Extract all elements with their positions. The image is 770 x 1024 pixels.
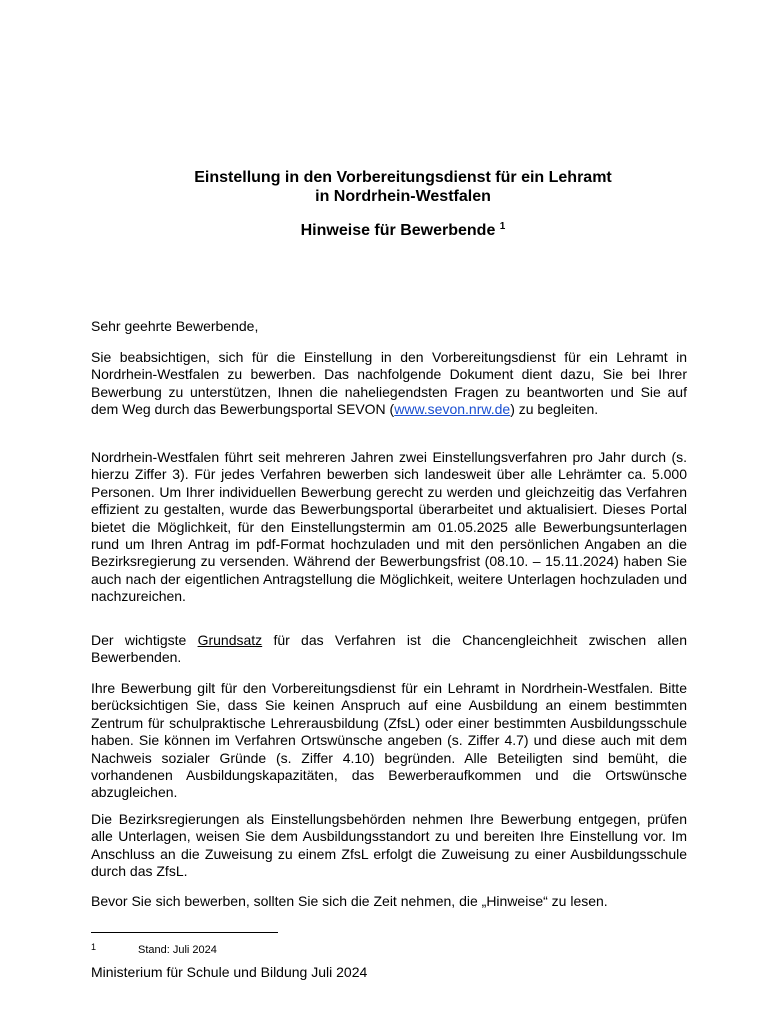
footnote-reference[interactable]: 1 bbox=[499, 221, 506, 232]
principle-underlined-word: Grundsatz bbox=[197, 632, 263, 648]
paragraph-closing bbox=[91, 893, 687, 910]
document-subtitle bbox=[0, 221, 770, 240]
paragraph-intro-text-end: ) zu begleiten. bbox=[510, 401, 599, 418]
paragraph-district-governments-text: Die Bezirksregierungen als Einstellungsbehörden nehmen Ihre Bewerbung entgegen, prüfen alle Unterlagen, weisen Sie dem Ausbildungsstandort zu und bereiten Ihre Einstellung vor. Im Anschluss an die Zuweisung zu einem ZfsL erfolgt die Zuweisung zu einer Ausbildungsschule durch das ZfsL. bbox=[91, 811, 687, 880]
footnote bbox=[91, 940, 217, 957]
title-line-1: Einstellung in den Vorbereitungsdienst für ein Lehramt bbox=[194, 169, 612, 186]
paragraph-intro-text: Sie beabsichtigen, sich für die Einstellung in den Vorbereitungsdienst für ein Lehramt in Nordrhein-Westfalen zu bewerben. Das nachfolgende Dokument dient dazu, Sie bei Ihrer Bewerbung zu unterstützen, Ihnen die naheliegendsten Fragen zu beantworten und Sie auf dem Weg durch das Bewerbungsportal SEVON ( bbox=[91, 349, 687, 418]
paragraph-principle bbox=[91, 632, 687, 667]
paragraph-procedure-text: Nordrhein-Westfalen führt seit mehreren Jahren zwei Einstellungsverfahren pro Jahr durch (s. hierzu Ziffer 3). Für jedes Verfahren bewerben sich landesweit über alle Lehrämter ca. 5.000 Personen. Um Ihrer individuellen Bewerbung gerecht zu werden und gleichzeitig das Verfahren effizient zu gestalten, wurde das Bewerbungsportal überarbeitet und aktualisiert. Dieses Portal bietet die Möglichkeit, für den Einstellungstermin am 01.05.2025 alle Bewerbungsunterlagen rund um Ihren Antrag im pdf-Format hochzuladen und mit den persönlichen Angaben an die Bezirksregierung zu versenden. Während der Bewerbungsfrist (08.10. – 15.11.2024) haben Sie auch nach der eigentlichen Antragstellung die Möglichkeit, weitere Unterlagen hochzuladen und nachzureichen. bbox=[91, 449, 687, 605]
salutation-text: Sehr geehrte Bewerbende, bbox=[91, 318, 259, 334]
footnote-divider bbox=[91, 932, 278, 933]
paragraph-procedure bbox=[91, 449, 687, 606]
title-line-2: in Nordrhein-Westfalen bbox=[315, 188, 491, 205]
paragraph-principle-text-end: für das Verfahren ist die Chancengleichheit zwischen allen Bewerbenden. bbox=[91, 632, 687, 666]
paragraph-principle-text: Der wichtigste bbox=[91, 632, 198, 648]
footer-text: Ministerium für Schule und Bildung Juli 2024 bbox=[91, 964, 368, 980]
subtitle-text: Hinweise für Bewerbende bbox=[300, 222, 496, 239]
paragraph-intro bbox=[91, 349, 687, 419]
paragraph-district-governments bbox=[91, 811, 687, 881]
document-title bbox=[0, 168, 770, 206]
page-footer bbox=[91, 964, 367, 981]
sevon-link[interactable]: www.sevon.nrw.de bbox=[394, 401, 511, 418]
paragraph-closing-text: Bevor Sie sich bewerben, sollten Sie sich die Zeit nehmen, die „Hinweise“ zu lesen. bbox=[91, 893, 608, 909]
salutation bbox=[91, 318, 687, 335]
footnote-number: 1 bbox=[91, 942, 97, 952]
paragraph-application-scope-text: Ihre Bewerbung gilt für den Vorbereitungsdienst für ein Lehramt in Nordrhein-Westfalen. Bitte berücksichtigen Sie, dass Sie keinen Anspruch auf eine Ausbildung an einem bestimmten Zentrum für schulpraktische Lehrerausbildung (ZfsL) oder einer bestimmten Ausbildungsschule haben. Sie können im Verfahren Ortswünsche angeben (s. Ziffer 4.7) und diese auch mit dem Nachweis sozialer Gründe (s. Ziffer 4.10) begründen. Alle Beteiligten sind bemüht, die vorhandenen Ausbildungskapazitäten, das Bewerberaufkommen und die Ortswünsche abzugleichen. bbox=[91, 680, 687, 801]
paragraph-application-scope bbox=[91, 680, 687, 802]
footnote-text: Stand: Juli 2024 bbox=[138, 944, 217, 956]
